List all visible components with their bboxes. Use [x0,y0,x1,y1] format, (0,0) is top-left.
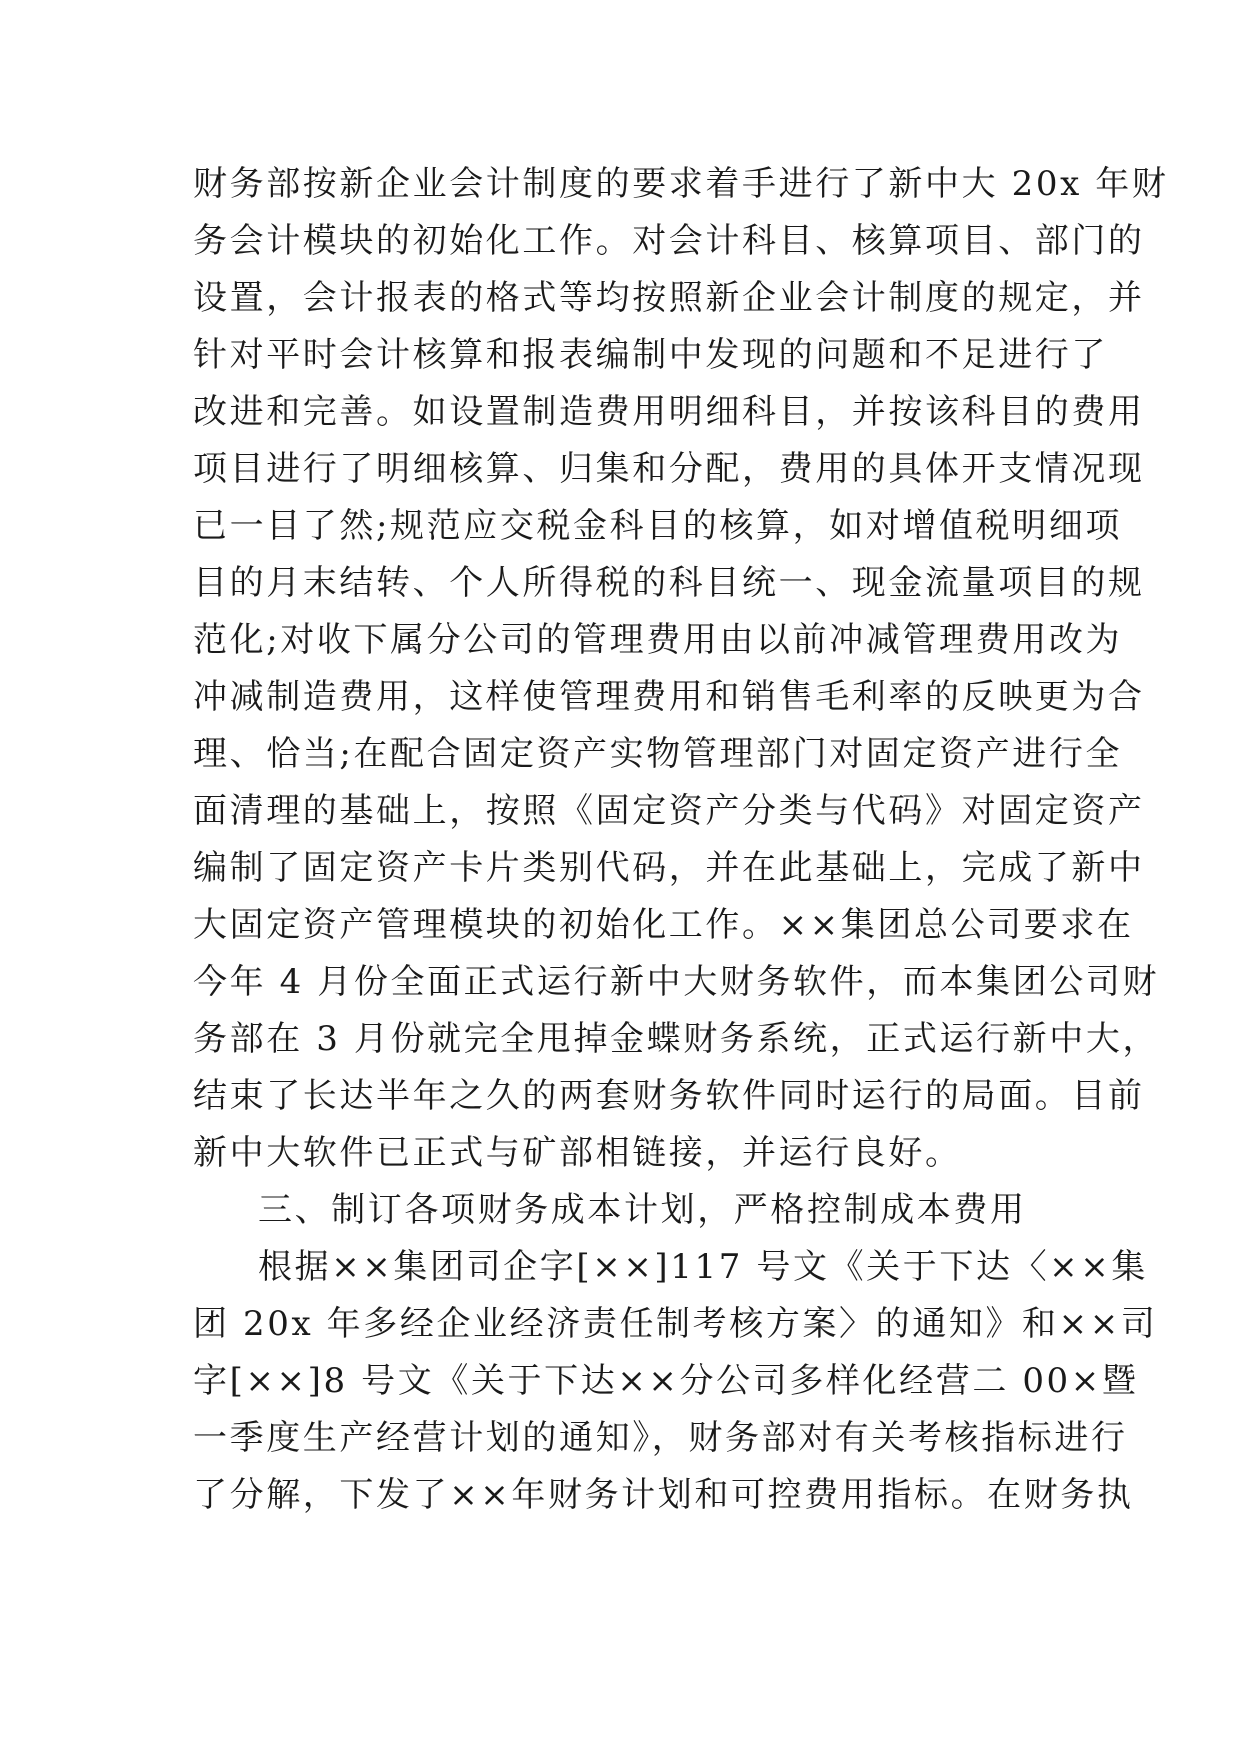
text-line: 新中大软件已正式与矿部相链接，并运行良好。 [193,1133,962,1173]
text-line: 字[××]8 号文《关于下达××分公司多样化经营二 00×暨 [193,1361,1139,1401]
section-heading: 三、制订各项财务成本计划，严格控制成本费用 [258,1190,1027,1230]
text-line: 根据××集团司企字[××]117 号文《关于下达〈××集 [258,1247,1148,1287]
text-line: 项目进行了明细核算、归集和分配，费用的具体开支情况现 [193,449,1145,489]
text-line: 改进和完善。如设置制造费用明细科目，并按该科目的费用 [193,392,1145,432]
text-line: 了分解，下发了××年财务计划和可控费用指标。在财务执 [193,1475,1134,1515]
text-line: 冲减制造费用，这样使管理费用和销售毛利率的反映更为合 [193,677,1145,717]
text-line: 设置，会计报表的格式等均按照新企业会计制度的规定，并 [193,278,1145,318]
text-line: 理、恰当;在配合固定资产实物管理部门对固定资产进行全 [193,734,1123,774]
text-line: 财务部按新企业会计制度的要求着手进行了新中大 20x 年财 [193,164,1169,204]
text-line: 团 20x 年多经企业经济责任制考核方案〉的通知》和××司 [193,1304,1158,1344]
text-line: 大固定资产管理模块的初始化工作。××集团总公司要求在 [193,905,1134,945]
text-line: 务部在 3 月份就完全甩掉金蝶财务系统，正式运行新中大， [193,1019,1160,1059]
text-line: 范化;对收下属分公司的管理费用由以前冲减管理费用改为 [193,620,1123,660]
text-line: 结束了长达半年之久的两套财务软件同时运行的局面。目前 [193,1076,1145,1116]
text-line: 编制了固定资产卡片类别代码，并在此基础上，完成了新中 [193,848,1145,888]
body-text [193,156,1169,1524]
text-line: 务会计模块的初始化工作。对会计科目、核算项目、部门的 [193,221,1145,261]
text-line: 针对平时会计核算和报表编制中发现的问题和不足进行了 [193,335,1108,375]
text-line: 目的月末结转、个人所得税的科目统一、现金流量项目的规 [193,563,1145,603]
text-line: 一季度生产经营计划的通知》，财务部对有关考核指标进行 [193,1418,1128,1458]
text-line: 已一目了然;规范应交税金科目的核算，如对增值税明细项 [193,506,1123,546]
text-line: 面清理的基础上，按照《固定资产分类与代码》对固定资产 [193,791,1145,831]
text-line: 今年 4 月份全面正式运行新中大财务软件，而本集团公司财 [193,962,1160,1002]
